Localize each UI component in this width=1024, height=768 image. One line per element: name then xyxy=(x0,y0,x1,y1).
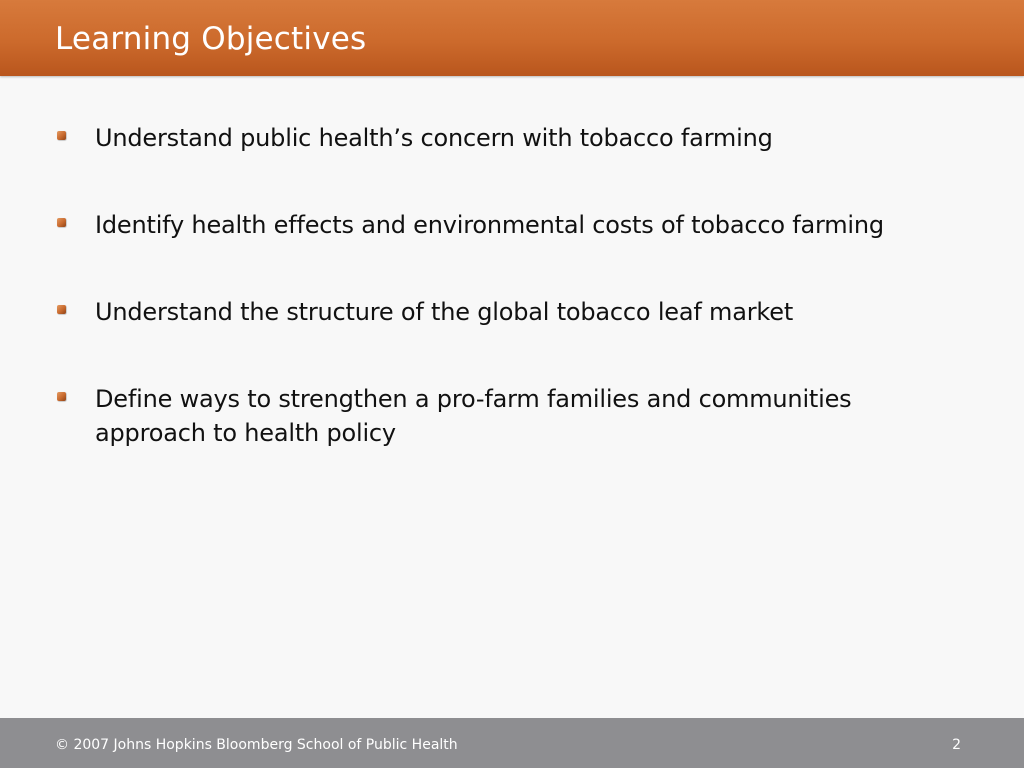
bullet-text: Define ways to strengthen a pro-farm families and communities approach to health policy xyxy=(95,385,852,447)
page-number: 2 xyxy=(952,737,961,753)
slide-title: Learning Objectives xyxy=(55,21,367,57)
bullet-square-icon xyxy=(57,218,66,227)
footer-copyright: © 2007 Johns Hopkins Bloomberg School of Public Health xyxy=(55,737,458,753)
bullet-text: Understand public health’s concern with tobacco farming xyxy=(95,124,773,152)
bullet-text: Identify health effects and environmental costs of tobacco farming xyxy=(95,211,884,239)
title-bar xyxy=(0,0,1024,76)
bullet-square-icon xyxy=(57,305,66,314)
bullet-text: Understand the structure of the global tobacco leaf market xyxy=(95,298,794,326)
bullet-square-icon xyxy=(57,392,66,401)
footer-bar xyxy=(0,718,1024,768)
bullet-square-icon xyxy=(57,131,66,140)
